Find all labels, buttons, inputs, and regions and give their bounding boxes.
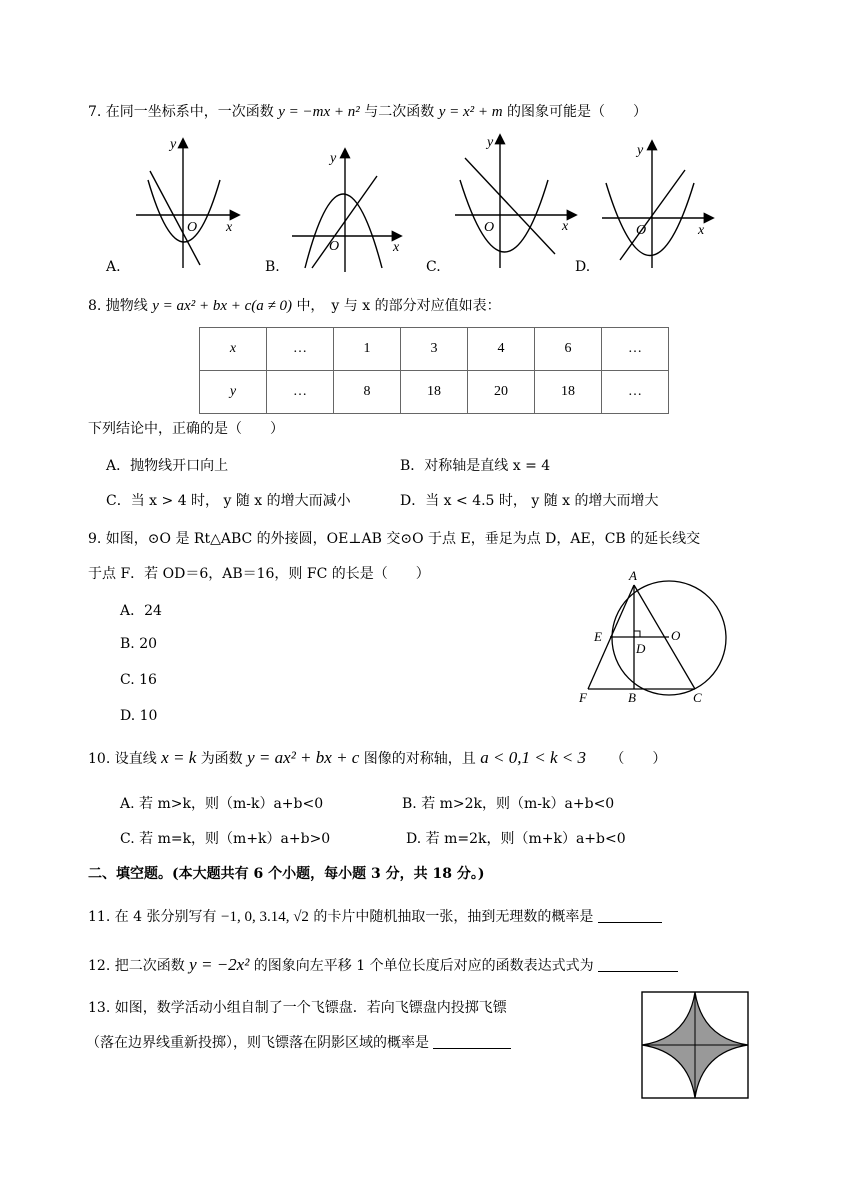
q7-linear-formula: y = −mx + n²: [278, 104, 360, 120]
axis-y-label: y: [637, 143, 644, 158]
q8-question: 下列结论中，正确的是（ ）: [88, 421, 284, 437]
table-row-x: [200, 328, 669, 371]
q12-formula: y = −2x²: [189, 955, 250, 974]
q11-stem: [88, 906, 662, 926]
table-cell: 8: [334, 371, 401, 414]
point-c-label: C: [693, 690, 702, 705]
origin-label: O: [484, 220, 495, 235]
q10-paren: （ ）: [610, 751, 667, 767]
q10-eq1: x = k: [161, 748, 197, 767]
table-cell: 6: [535, 328, 602, 371]
axis-y-label: y: [487, 135, 494, 150]
q10-stem: [88, 748, 666, 768]
dartboard-figure: [640, 990, 752, 1102]
axis-x-label: x: [562, 219, 569, 234]
table-cell: …: [267, 371, 334, 414]
option-b-label: B.: [265, 259, 280, 275]
q10-option-a: A. 若 m>k，则（m-k）a+b<0: [120, 796, 324, 812]
table-header-y: y: [200, 371, 267, 414]
value-table: [199, 327, 669, 414]
q8-formula: y = ax² + bx + c(a ≠ 0): [152, 298, 292, 314]
axis-x-label: x: [698, 223, 705, 238]
point-a-label: A: [629, 568, 637, 583]
q10-condition: a < 0,1 < k < 3: [480, 748, 586, 767]
q8-suffix: 中， y 与 x 的部分对应值如表：: [296, 298, 501, 314]
q12-stem: [88, 955, 678, 975]
table-cell: …: [602, 371, 669, 414]
answer-blank[interactable]: [433, 1034, 511, 1049]
q10-mid2: 图像的对称轴，且: [363, 751, 476, 767]
q13-line1: 13. 如图，数学活动小组自制了一个飞镖盘．若向飞镖盘内投掷飞镖: [88, 1000, 507, 1016]
q7-mid: 与二次函数: [364, 104, 435, 120]
q11-suffix: 的卡片中随机抽取一张，抽到无理数的概率是: [313, 909, 594, 925]
q10-eq2: y = ax² + bx + c: [247, 748, 360, 767]
q7-prefix: 7. 在同一坐标系中，一次函数: [88, 104, 274, 120]
table-cell: 4: [468, 328, 535, 371]
answer-blank[interactable]: [598, 908, 662, 923]
point-e-label: E: [594, 629, 602, 644]
graph-b: [292, 150, 400, 272]
answer-blank[interactable]: [598, 957, 678, 972]
q10-mid: 为函数: [200, 751, 243, 767]
q11-prefix: 11. 在 4 张分别写有: [88, 909, 217, 925]
q9-line2: 于点 F．若 OD＝6，AB＝16，则 FC 的长是（ ）: [88, 566, 430, 582]
option-a-label: A.: [106, 259, 121, 275]
table-cell: …: [267, 328, 334, 371]
q9-option-a: A．24: [120, 603, 162, 619]
axis-x-label: x: [226, 220, 233, 235]
point-f-label: F: [579, 690, 587, 705]
q12-prefix: 12. 把二次函数: [88, 958, 185, 974]
q8-option-c: C．当 x > 4 时， y 随 x 的增大而减小: [106, 493, 351, 509]
table-row-y: [200, 371, 669, 414]
q10-option-c: C. 若 m=k，则（m+k）a+b>0: [120, 831, 331, 847]
option-c-label: C.: [426, 259, 441, 275]
table-cell: 3: [401, 328, 468, 371]
q12-suffix: 的图象向左平移 1 个单位长度后对应的函数表达式式为: [253, 958, 594, 974]
q7-graphs: [100, 128, 730, 278]
table-cell: 1: [334, 328, 401, 371]
q9-line1: 9. 如图，⊙O 是 Rt△ABC 的外接圆，OE⊥AB 交⊙O 于点 E，垂足为点 D，AE，CB 的延长线交: [88, 531, 701, 547]
q8-option-a: A．抛物线开口向上: [106, 458, 229, 474]
q13-line2-text: （落在边界线重新投掷），则飞镖落在阴影区域的概率是: [86, 1035, 429, 1051]
graph-a: [136, 137, 238, 268]
q8-prefix: 8. 抛物线: [88, 298, 148, 314]
q11-values: −1, 0, 3.14, √2: [220, 909, 309, 925]
graph-c: [455, 135, 575, 268]
q7-suffix: 的图象可能是（ ）: [507, 104, 648, 120]
q10-prefix: 10. 设直线: [88, 751, 157, 767]
axis-y-label: y: [330, 151, 337, 166]
axis-y-label: y: [170, 137, 177, 152]
option-d-label: D.: [575, 259, 591, 275]
point-b-label: B: [628, 690, 636, 705]
point-d-label: D: [636, 641, 646, 656]
graph-d: [602, 142, 712, 268]
table-cell: 18: [535, 371, 602, 414]
q7-stem: [88, 101, 647, 121]
axis-x-label: x: [393, 240, 400, 255]
q10-option-b: B. 若 m>2k，则（m-k）a+b<0: [402, 796, 615, 812]
section-2-heading: 二、填空题。(本大题共有 6 个小题，每小题 3 分，共 18 分。): [88, 866, 485, 882]
origin-label: O: [329, 239, 340, 254]
q9-option-b: B. 20: [120, 636, 158, 652]
table-cell: 18: [401, 371, 468, 414]
q9-option-d: D. 10: [120, 708, 158, 724]
q9-circle-figure: [570, 565, 730, 710]
q9-option-c: C. 16: [120, 672, 157, 688]
point-o-label: O: [671, 628, 681, 643]
q8-option-b: B．对称轴是直线 x = 4: [400, 458, 551, 474]
q10-option-d: D. 若 m=2k，则（m+k）a+b<0: [406, 831, 626, 847]
q7-quadratic-formula: y = x² + m: [438, 104, 503, 120]
table-cell: …: [602, 328, 669, 371]
table-cell: 20: [468, 371, 535, 414]
origin-label: O: [636, 223, 647, 238]
q8-stem: [88, 295, 501, 315]
q8-option-d: D．当 x < 4.5 时， y 随 x 的增大而增大: [400, 493, 659, 509]
q13-line2: [86, 1032, 511, 1052]
origin-label: O: [187, 220, 198, 235]
table-header-x: x: [200, 328, 267, 371]
